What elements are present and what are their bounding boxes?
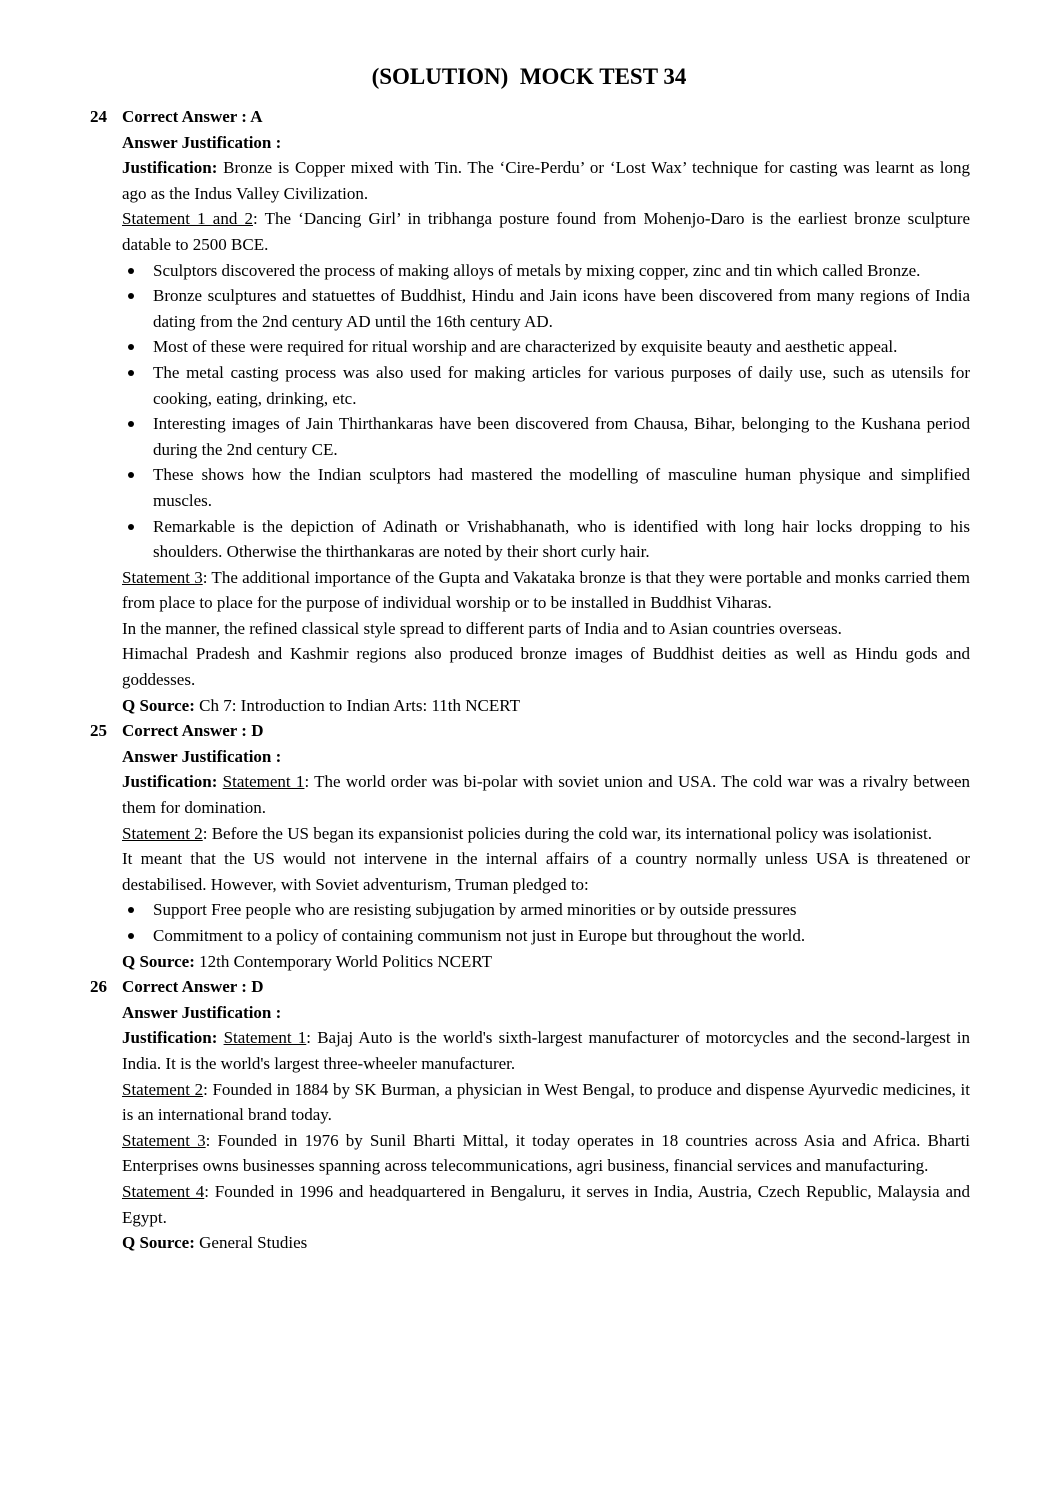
text: In the manner, the refined classical style spread to different parts of India and to Asian countries overseas. bbox=[122, 618, 842, 638]
bullet-item bbox=[122, 897, 970, 923]
text: Interesting images of Jain Thirthankaras have been discovered from Chausa, Bihar, belonging to the Kushana period during the 2nd century CE. bbox=[153, 414, 970, 459]
bold-label: Q Source: bbox=[122, 695, 195, 715]
text: : The world order was bi-polar with soviet union and USA. The cold war was a rivalry between them for domination. bbox=[122, 772, 970, 818]
paragraph bbox=[122, 1128, 970, 1179]
text: : The ‘Dancing Girl’ in tribhanga posture found from Mohenjo-Daro is the earliest bronze sculpture datable to 2500 BCE. bbox=[122, 209, 971, 254]
text: Bronze is Copper mixed with Tin. The ‘Cire-Perdu’ or ‘Lost Wax’ technique for casting was learnt as long ago as the Indus Valley Civilization. bbox=[122, 158, 970, 203]
text: Himachal Pradesh and Kashmir regions also produced bronze images of Buddhist deities as well as Hindu gods and goddesses. bbox=[122, 644, 970, 690]
bold-label: Justification: bbox=[122, 158, 218, 178]
text: 12th Contemporary World Politics NCERT bbox=[194, 951, 493, 971]
justification-heading: Answer Justification : bbox=[122, 132, 282, 152]
bullet-item bbox=[122, 923, 970, 949]
paragraph bbox=[122, 949, 970, 975]
text: Ch 7: Introduction to Indian Arts: 11th NCERT bbox=[194, 695, 520, 715]
question-26 bbox=[90, 974, 970, 1256]
question-24 bbox=[90, 104, 970, 718]
correct-answer: Correct Answer : D bbox=[122, 721, 264, 741]
bullet-item bbox=[122, 360, 970, 411]
text: Bronze sculptures and statuettes of Buddhist, Hindu and Jain icons have been discovered from many regions of India dating from the 2nd century AD until the 16th century AD. bbox=[153, 286, 970, 331]
paragraph bbox=[122, 155, 970, 206]
text: Sculptors discovered the process of making alloys of metals by mixing copper, zinc and tin which called Bronze. bbox=[153, 260, 921, 280]
paragraph bbox=[122, 1025, 970, 1076]
bullet-item bbox=[122, 514, 970, 565]
justification-heading: Answer Justification : bbox=[122, 746, 282, 766]
text: Remarkable is the depiction of Adinath or Vrishabhanath, who is identified with long hair locks dropping to his shoulders. Otherwise the thirthankaras are noted by their short curly hair. bbox=[153, 516, 970, 562]
statement-label: Statement 1 bbox=[223, 1028, 307, 1048]
paragraph bbox=[122, 693, 970, 719]
paragraph bbox=[122, 616, 970, 642]
text: : The additional importance of the Gupta and Vakataka bronze is that they were portable and monks carried them from place to place for the purpose of individual worship or to be installed in Buddhist Viharas. bbox=[122, 567, 970, 613]
bullet-item bbox=[122, 283, 970, 334]
correct-answer: Correct Answer : A bbox=[122, 107, 263, 126]
text: These shows how the Indian sculptors had mastered the modelling of masculine human physique and simplified muscles. bbox=[153, 465, 970, 510]
bold-label: Justification: bbox=[122, 1028, 218, 1048]
bold-label: Q Source: bbox=[122, 1233, 195, 1253]
question-25 bbox=[90, 718, 970, 974]
bold-label: Q Source: bbox=[122, 951, 195, 971]
statement-label: Statement 3 bbox=[122, 1130, 206, 1150]
text: General Studies bbox=[194, 1233, 308, 1253]
statement-label: Statement 1 and 2 bbox=[122, 209, 253, 229]
text: : Founded in 1884 by SK Burman, a physician in West Bengal, to produce and dispense Ayurvedic medicines, it is an international brand today. bbox=[122, 1079, 971, 1125]
text: Support Free people who are resisting subjugation by armed minorities or by outside pressures bbox=[153, 900, 797, 920]
bullet-item bbox=[122, 258, 970, 284]
bold-label: Justification: bbox=[122, 772, 218, 792]
paragraph bbox=[122, 821, 970, 847]
statement-label: Statement 2 bbox=[122, 823, 203, 843]
paragraph bbox=[122, 206, 970, 257]
text: : Founded in 1996 and headquartered in Bengaluru, it serves in India, Austria, Czech Republic, Malaysia and Egypt. bbox=[122, 1181, 971, 1227]
statement-label: Statement 3 bbox=[122, 567, 203, 587]
text: Commitment to a policy of containing communism not just in Europe but throughout the world. bbox=[153, 926, 806, 945]
bullet-item bbox=[122, 462, 970, 513]
paragraph bbox=[122, 641, 970, 692]
text: The metal casting process was also used for making articles for various purposes of daily use, such as utensils for cooking, eating, drinking, etc. bbox=[153, 362, 970, 408]
statement-label: Statement 2 bbox=[122, 1079, 204, 1099]
page-title: (SOLUTION) MOCK TEST 34 bbox=[371, 64, 687, 89]
question-number: 25 bbox=[90, 721, 107, 741]
text: : Founded in 1976 by Sunil Bharti Mittal, it today operates in 18 countries across Asia and Africa. Bharti Enterprises owns businesses spanning across telecommunications, agri business, financial services and manufacturing. bbox=[122, 1130, 971, 1176]
bullet-item bbox=[122, 411, 970, 462]
text: Most of these were required for ritual worship and are characterized by exquisite beauty and aesthetic appeal. bbox=[153, 337, 898, 357]
question-number: 24 bbox=[90, 107, 107, 126]
text: : Bajaj Auto is the world's sixth-largest manufacturer of motorcycles and the second-largest in India. It is the world's largest three-wheeler manufacturer. bbox=[122, 1028, 970, 1073]
text: : Before the US began its expansionist policies during the cold war, its international policy was isolationist. bbox=[202, 823, 932, 843]
statement-label: Statement 4 bbox=[122, 1181, 205, 1201]
paragraph bbox=[122, 1179, 970, 1230]
paragraph bbox=[122, 1230, 970, 1256]
statement-label: Statement 1 bbox=[222, 772, 305, 792]
justification-heading: Answer Justification : bbox=[122, 1002, 282, 1022]
paragraph bbox=[122, 565, 970, 616]
paragraph bbox=[122, 769, 970, 820]
paragraph bbox=[122, 1077, 970, 1128]
solutions-content bbox=[90, 104, 970, 1256]
bullet-item bbox=[122, 334, 970, 360]
paragraph bbox=[122, 846, 970, 897]
text: It meant that the US would not intervene in the internal affairs of a country normally unless USA is threatened or destabilised. However, with Soviet adventurism, Truman pledged to: bbox=[122, 849, 970, 894]
question-number: 26 bbox=[90, 977, 107, 997]
correct-answer: Correct Answer : D bbox=[122, 977, 264, 997]
